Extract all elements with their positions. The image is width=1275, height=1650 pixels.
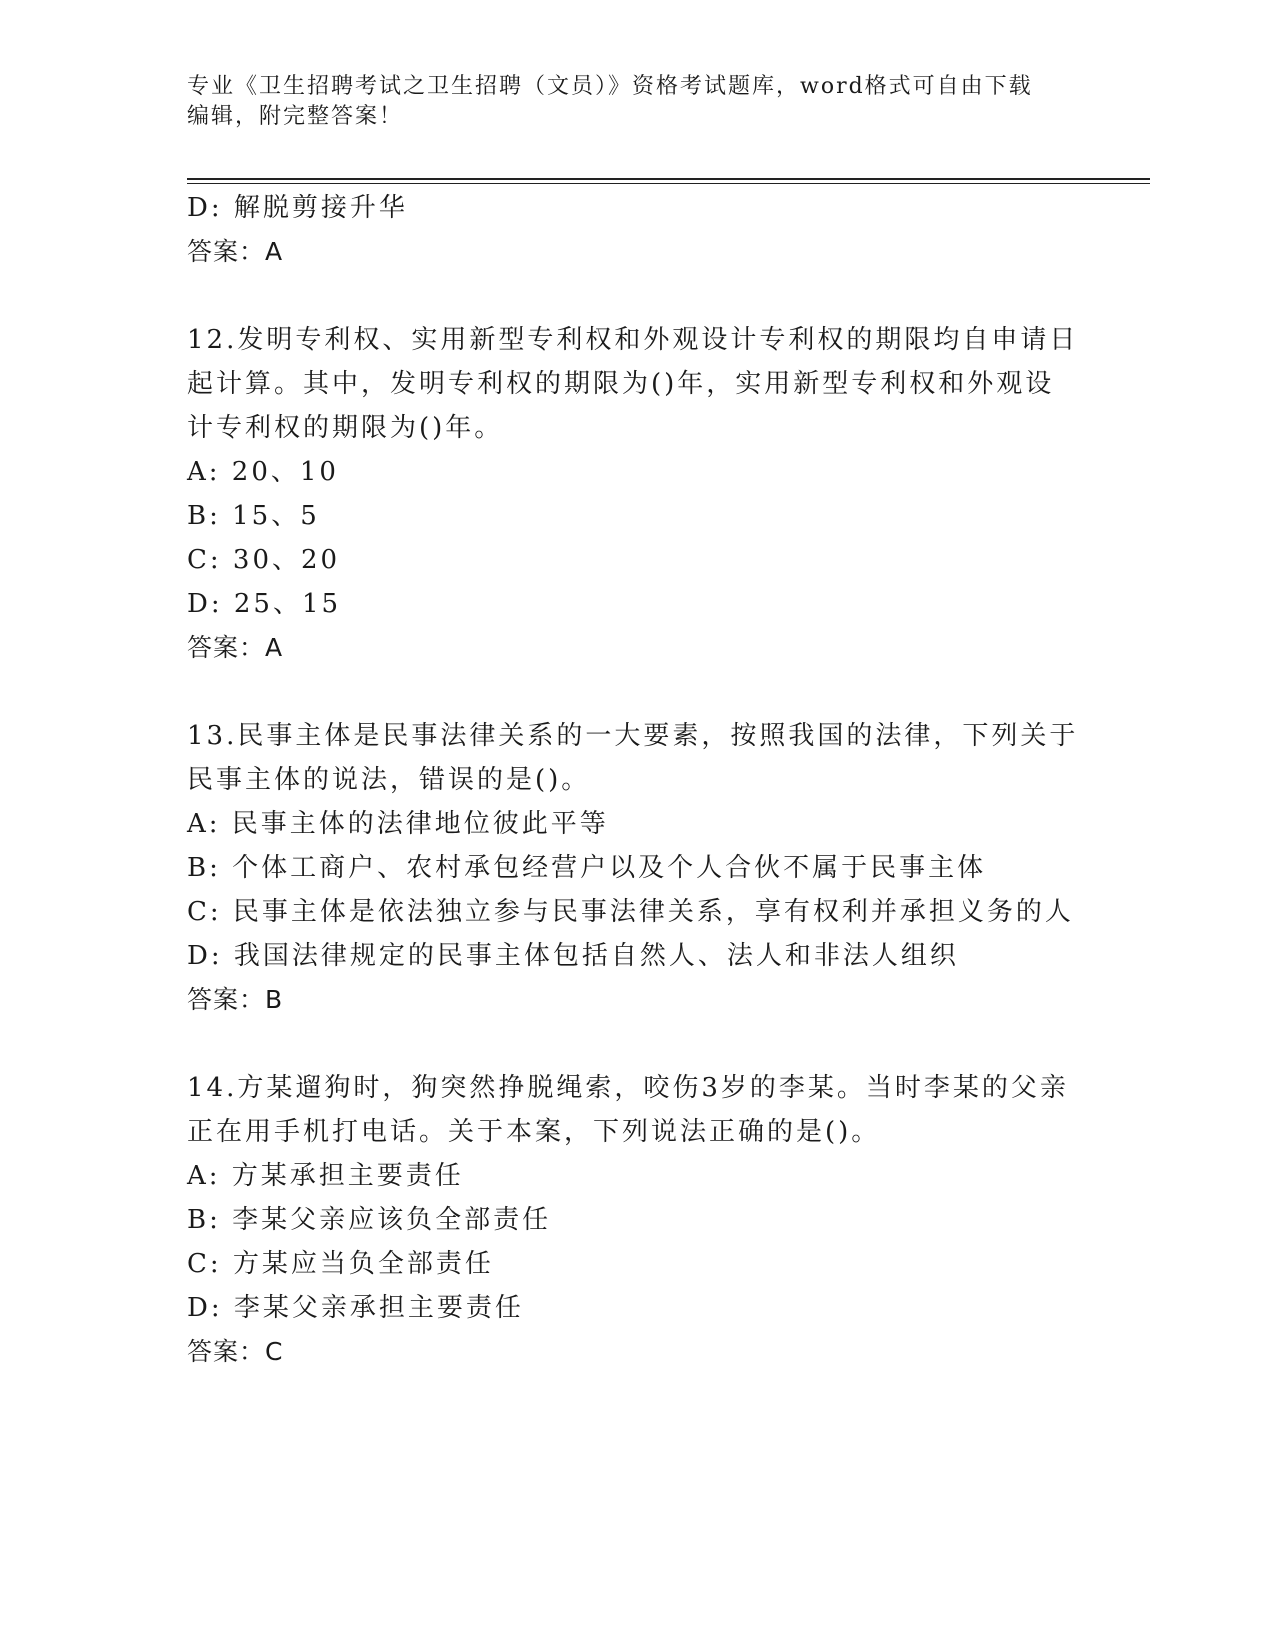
header-divider-thick [187, 178, 1150, 180]
header-line-1: 专业《卫生招聘考试之卫生招聘（文员）》资格考试题库，word格式可自由下载 [187, 74, 1033, 99]
q14-stem-line-2: 正在用手机打电话。关于本案，下列说法正确的是()。 [187, 1117, 881, 1147]
q14-option-d: D: 李某父亲承担主要责任 [187, 1293, 524, 1323]
prev-option-d: D: 解脱剪接升华 [187, 193, 408, 223]
q13-answer: 答案：B [187, 985, 284, 1014]
q14-option-c: C: 方某应当负全部责任 [187, 1249, 494, 1279]
q13-option-b: B: 个体工商户、农村承包经营户以及个人合伙不属于民事主体 [187, 853, 987, 883]
header-line-2: 编辑，附完整答案！ [187, 104, 404, 129]
q12-option-b: B: 15、5 [187, 501, 320, 531]
header-divider-thin [187, 183, 1150, 184]
q13-option-c: C: 民事主体是依法独立参与民事法律关系，享有权利并承担义务的人 [187, 897, 1074, 927]
q13-option-d: D: 我国法律规定的民事主体包括自然人、法人和非法人组织 [187, 941, 959, 971]
prev-answer: 答案：A [187, 237, 284, 266]
q14-option-b: B: 李某父亲应该负全部责任 [187, 1205, 552, 1235]
q12-stem-line-1: 12.发明专利权、实用新型专利权和外观设计专利权的期限均自申请日 [187, 325, 1079, 355]
q14-answer: 答案：C [187, 1337, 284, 1366]
q12-option-a: A: 20、10 [187, 457, 339, 487]
q13-option-a: A: 民事主体的法律地位彼此平等 [187, 809, 609, 839]
q14-option-a: A: 方某承担主要责任 [187, 1161, 464, 1191]
q13-stem-line-1: 13.民事主体是民事法律关系的一大要素，按照我国的法律，下列关于 [187, 721, 1079, 751]
q12-stem-line-3: 计专利权的期限为()年。 [187, 413, 504, 443]
q14-stem-line-1: 14.方某遛狗时，狗突然挣脱绳索，咬伤3岁的李某。当时李某的父亲 [187, 1073, 1069, 1103]
document-header [187, 72, 1077, 132]
q12-option-d: D: 25、15 [187, 589, 342, 619]
q12-stem-line-2: 起计算。其中，发明专利权的期限为()年，实用新型专利权和外观设 [187, 369, 1055, 399]
q12-option-c: C: 30、20 [187, 545, 341, 575]
q12-answer: 答案：A [187, 633, 284, 662]
q13-stem-line-2: 民事主体的说法，错误的是()。 [187, 765, 591, 795]
